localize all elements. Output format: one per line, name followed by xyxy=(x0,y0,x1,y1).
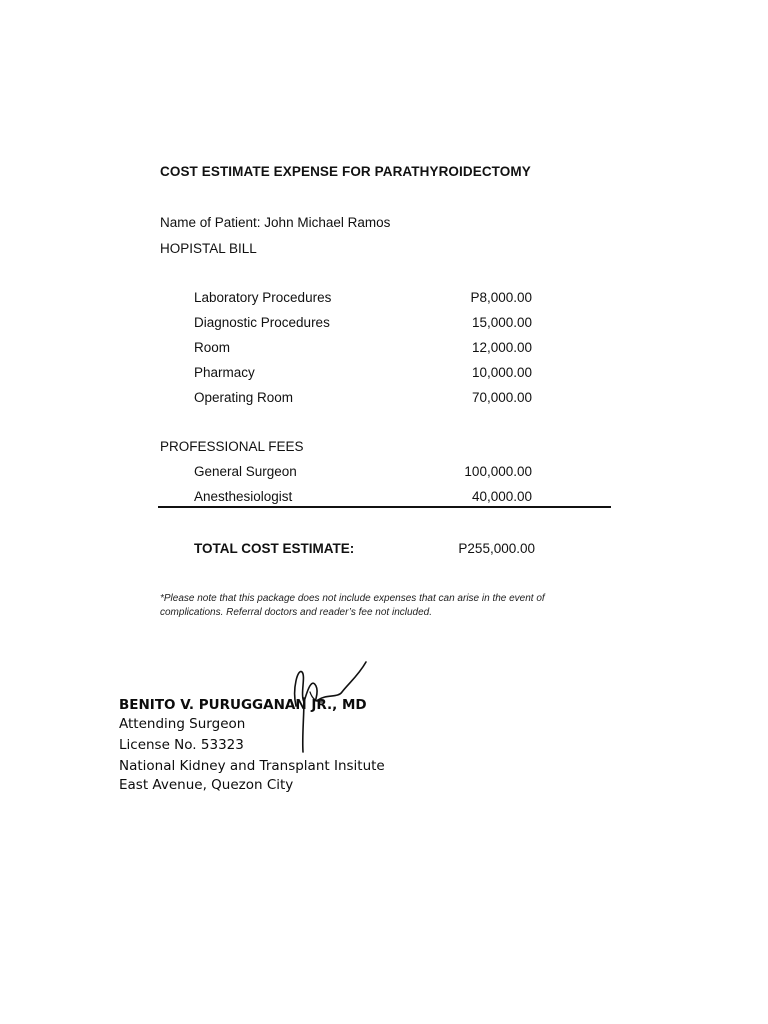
document-title: COST ESTIMATE EXPENSE FOR PARATHYROIDECTOMY xyxy=(160,164,531,179)
fee-amount: 40,000.00 xyxy=(471,489,532,504)
item-label: Operating Room xyxy=(194,390,294,405)
signatory-address: East Avenue, Quezon City xyxy=(119,777,294,793)
disclaimer-line-1: *Please note that this package does not include expenses that can arise in the event of xyxy=(160,593,545,604)
item-label: Diagnostic Procedures xyxy=(194,315,330,330)
item-amount: 10,000.00 xyxy=(471,365,532,380)
item-label: Room xyxy=(194,340,231,355)
fee-label: Anesthesiologist xyxy=(194,489,293,504)
signatory-institution: National Kidney and Transplant Insitute xyxy=(119,758,385,774)
signatory-name: BENITO V. PURUGGANAN JR., MD xyxy=(119,697,367,713)
item-amount: P8,000.00 xyxy=(470,290,532,305)
handwritten-signature xyxy=(282,658,382,758)
total-divider xyxy=(158,506,611,508)
item-amount: 12,000.00 xyxy=(471,340,532,355)
fee-label: General Surgeon xyxy=(194,464,297,479)
hospital-bill-heading: HOPISTAL BILL xyxy=(160,241,257,256)
signatory-role: Attending Surgeon xyxy=(119,716,246,732)
item-label: Laboratory Procedures xyxy=(194,290,332,305)
item-label: Pharmacy xyxy=(194,365,255,380)
item-amount: 70,000.00 xyxy=(471,390,532,405)
total-amount: P255,000.00 xyxy=(458,541,535,556)
disclaimer-note xyxy=(160,592,545,620)
total-label: TOTAL COST ESTIMATE: xyxy=(194,541,355,556)
fee-amount: 100,000.00 xyxy=(464,464,532,479)
patient-name: Name of Patient: John Michael Ramos xyxy=(160,215,391,230)
disclaimer-line-2: complications. Referral doctors and reader’s fee not included. xyxy=(160,607,433,618)
professional-fees-heading: PROFESSIONAL FEES xyxy=(160,439,304,454)
signatory-license: License No. 53323 xyxy=(119,737,244,753)
item-amount: 15,000.00 xyxy=(471,315,532,330)
